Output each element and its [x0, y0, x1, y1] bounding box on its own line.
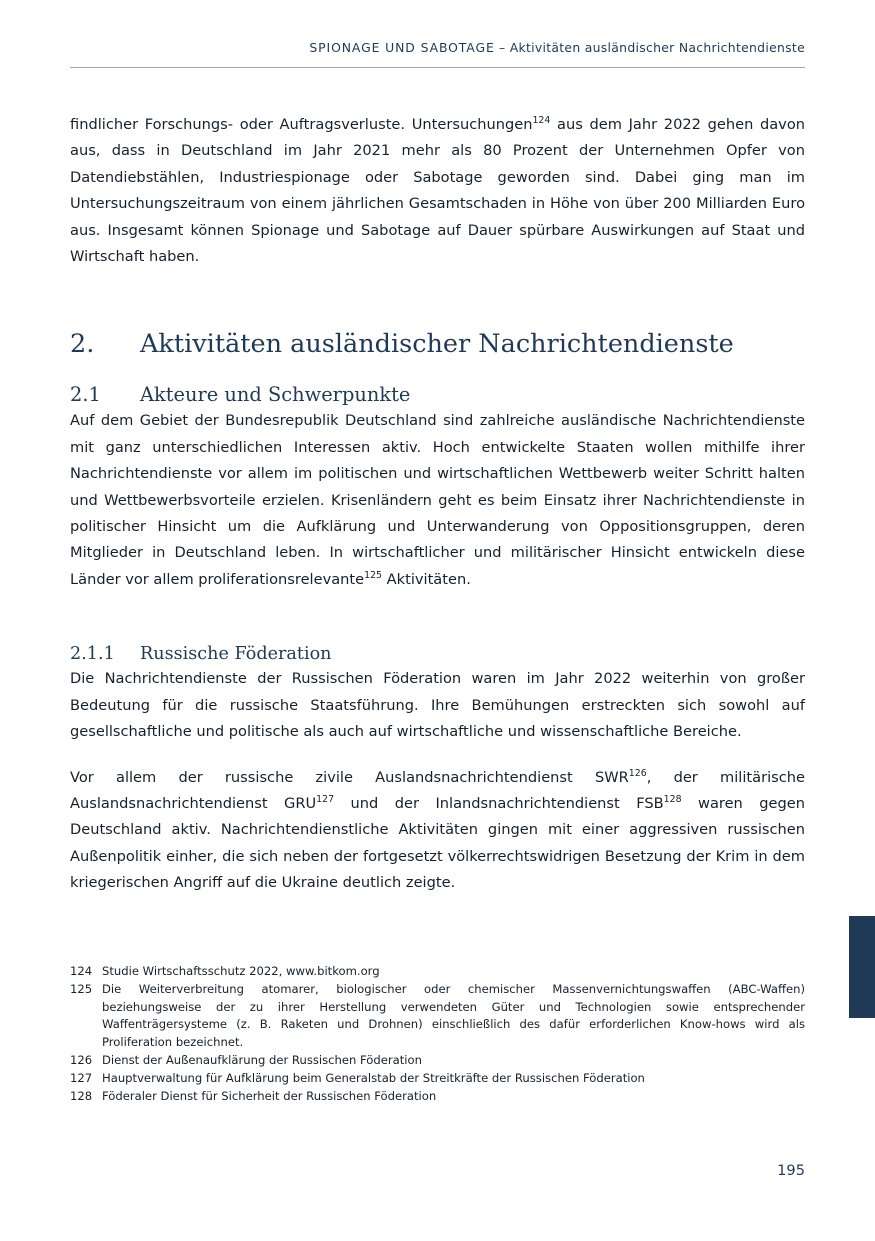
subsection-paragraph-2: [70, 765, 805, 897]
footnote-item: [70, 1052, 805, 1070]
section-title: Akteure und Schwerpunkte: [140, 383, 411, 407]
chapter-number: 2.: [70, 329, 95, 360]
footnote-ref-128: 128: [663, 794, 682, 806]
running-head-dash: –: [498, 40, 506, 55]
footnote-text: Die Weiterverbreitung atomarer, biologischer oder chemischer Massenvernichtungswaffen (ABC-Waffen) beziehungsweise der zu ihrer Herstellung verwendeten Güter und Technologien sowie entsprechender Waffenträgersysteme (z. B. Raketen und Drohnen) einschließlich des dafür erforderlichen Know-hows wird als Proliferation bezeichnet.: [102, 982, 805, 1049]
footnote-ref-124: 124: [532, 115, 551, 127]
footnote-number: 124: [70, 964, 93, 978]
subsection-paragraph-1: Die Nachrichtendienste der Russischen Föderation waren im Jahr 2022 weiterhin von großer Bedeutung für die russische Staatsführung. Ihre Bemühungen erstreckten sich sowohl auf gesellschaftliche und politische als auch auf wirtschaftliche und wissenschaftliche Bereiche.: [70, 670, 805, 741]
chapter-title: Aktivitäten ausländischer Nachrichtendienste: [140, 329, 734, 360]
intro-text-part-1: findlicher Forschungs- oder Auftragsverluste. Untersuchungen: [70, 116, 533, 133]
chapter-heading: [70, 328, 805, 360]
running-head: [70, 40, 805, 55]
footnote-ref-127: 127: [316, 794, 335, 806]
subsection-2-text-part-1: Vor allem der russische zivile Auslandsnachrichtendienst SWR: [70, 768, 629, 786]
footnote-list: [70, 963, 805, 1106]
section-heading: [70, 382, 805, 408]
footnote-item: [70, 1088, 805, 1106]
subsection-2-text-part-3: und der Inlandsnachrichtendienst FSB: [334, 794, 664, 812]
footnote-text: Föderaler Dienst für Sicherheit der Russischen Föderation: [102, 1089, 437, 1104]
footnote-text: Hauptverwaltung für Aufklärung beim Generalstab der Streitkräfte der Russischen Föderation: [102, 1071, 645, 1086]
footnote-number: 128: [70, 1089, 93, 1104]
footnote-number: 126: [70, 1052, 93, 1067]
footnote-ref-126: 126: [628, 767, 647, 779]
footnote-item: [70, 1070, 805, 1088]
section-number: 2.1: [70, 383, 101, 407]
subsection-2-text-part-2: , der militärische Auslandsnachrichtendienst GRU: [70, 768, 805, 812]
footnote-text: Dienst der Außenaufklärung der Russischen Föderation: [102, 1052, 422, 1067]
footnote-number: 127: [70, 1071, 93, 1086]
subsection-title: Russische Föderation: [140, 644, 332, 665]
footnote-number: 125: [70, 982, 93, 997]
page-body: [70, 112, 805, 897]
subsection-number: 2.1.1: [70, 644, 115, 665]
running-head-rule: [70, 67, 805, 68]
intro-paragraph: [70, 112, 805, 270]
section-text-part-2: Aktivitäten.: [382, 570, 471, 588]
page-number: 195: [777, 1162, 805, 1179]
footnote-item: [70, 963, 805, 981]
footnote-text: Studie Wirtschaftsschutz 2022, www.bitkom.org: [102, 964, 380, 978]
intro-text-part-2: aus dem Jahr 2022 gehen davon aus, dass in Deutschland im Jahr 2021 mehr als 80 Prozent der Unternehmen Opfer von Datendiebstählen, Industriespionage oder Sabotage geworden sind. Dabei ging man im Untersuchungszeitraum von einem jährlichen Gesamtschaden in Höhe von über 200 Milliarden Euro aus. Insgesamt können Spionage und Sabotage auf Dauer spürbare Auswirkungen auf Staat und Wirtschaft haben.: [70, 116, 805, 266]
running-head-title: Aktivitäten ausländischer Nachrichtendienste: [509, 40, 805, 55]
subsection-2-text-part-4: waren gegen Deutschland aktiv. Nachrichtendienstliche Aktivitäten gingen mit einer aggressiven russischen Außenpolitik einher, die sich neben der fortgesetzt völkerrechtswidrigen Besetzung der Krim in dem kriegerischen Angriff auf die Ukraine deutlich zeigte.: [70, 794, 805, 892]
subsection-heading: [70, 642, 805, 666]
running-head-section: SPIONAGE UND SABOTAGE: [309, 40, 495, 55]
section-text-part-1: Auf dem Gebiet der Bundesrepublik Deutschland sind zahlreiche ausländische Nachrichtendienste mit ganz unterschiedlichen Interessen aktiv. Hoch entwickelte Staaten wollen mithilfe ihrer Nachrichtendienste vor allem im politischen und wirtschaftlichen Wettbewerb weiter Schritt halten und Wettbewerbsvorteile erzielen. Krisenländern geht es beim Einsatz ihrer Nachrichtendienste in politischer Hinsicht um die Aufklärung und Unterwanderung von Oppositionsgruppen, deren Mitglieder in Deutschland leben. In wirtschaftlicher und militärischer Hinsicht entwickeln diese Länder vor allem proliferationsrelevante: [70, 412, 805, 588]
footnote-item: [70, 981, 805, 1051]
section-paragraph: [70, 408, 805, 593]
footnote-ref-125: 125: [364, 570, 383, 582]
chapter-thumb-tab: [849, 916, 875, 1018]
